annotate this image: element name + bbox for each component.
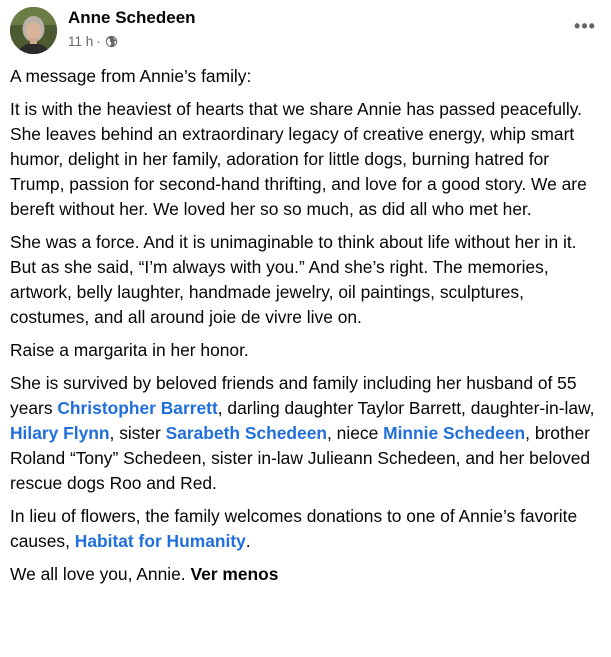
- paragraph-text: She is survived by beloved friends and family including her husband of 55 years: [10, 373, 577, 418]
- paragraph-text: .: [245, 531, 251, 551]
- post-meta: [68, 34, 118, 49]
- paragraph-text: We all love you, Annie.: [10, 564, 191, 584]
- paragraph-text: In lieu of flowers, the family welcomes donations to one of Annie’s favorite causes,: [10, 506, 578, 551]
- meta-separator: ·: [96, 34, 101, 49]
- post-paragraph-survived: [10, 371, 606, 496]
- post-paragraph-greeting: A message from Annie’s family:: [10, 66, 252, 86]
- paragraph-text: , niece: [327, 423, 384, 443]
- post-body: [10, 64, 606, 595]
- post-paragraph-force: [10, 230, 606, 330]
- post-header: [8, 6, 603, 56]
- mention-sarabeth-schedeen[interactable]: Sarabeth Schedeen: [165, 423, 328, 443]
- post-paragraph-donations: [10, 504, 606, 554]
- avatar-photo: [10, 7, 57, 54]
- author-name[interactable]: Anne Schedeen: [68, 8, 196, 27]
- post-paragraph-closing: [10, 562, 606, 587]
- paragraph-text: She was a force. And it is unimaginable to think about life without her in it. But as she said, “I’m always with you.” And she’s right. The memories, artwork, belly laughter, handmade jewelry, oil paintings, sculptures,: [10, 232, 577, 302]
- mention-christopher-barrett[interactable]: Christopher Barrett: [57, 398, 218, 418]
- paragraph-text: costumes, and all around joie de vivre live on.: [10, 307, 362, 327]
- post-paragraph-margarita: Raise a margarita in her honor.: [10, 340, 249, 360]
- more-options-button[interactable]: [571, 16, 599, 36]
- mention-hilary-flynn[interactable]: Hilary Flynn: [10, 423, 110, 443]
- paragraph-text: , sister: [109, 423, 166, 443]
- more-horizontal-icon: •••: [574, 16, 596, 36]
- paragraph-text: , darling daughter Taylor Barrett, daughter-in-law,: [217, 398, 595, 418]
- post-paragraph-announcement: It is with the heaviest of hearts that we share Annie has passed peacefully. She leaves behind an extraordinary legacy of creative energy, whip smart humor, delight in her family, adoration for little dogs, burning hatred for Trump, passion for second-hand thrifting, and love for a good story. We are bereft without her. We loved her so so much, as did all who met her.: [10, 99, 587, 219]
- globe-icon[interactable]: [105, 35, 118, 48]
- see-less-button[interactable]: Ver menos: [190, 564, 279, 584]
- post-timestamp[interactable]: 11 h: [68, 34, 94, 49]
- link-habitat-for-humanity[interactable]: Habitat for Humanity: [74, 531, 246, 551]
- mention-minnie-schedeen[interactable]: Minnie Schedeen: [383, 423, 526, 443]
- avatar[interactable]: [10, 7, 57, 54]
- paragraph-text: , brother Roland “Tony” Schedeen, sister in-law Julieann Schedeen, and her beloved rescue dogs Roo and Red.: [10, 423, 591, 493]
